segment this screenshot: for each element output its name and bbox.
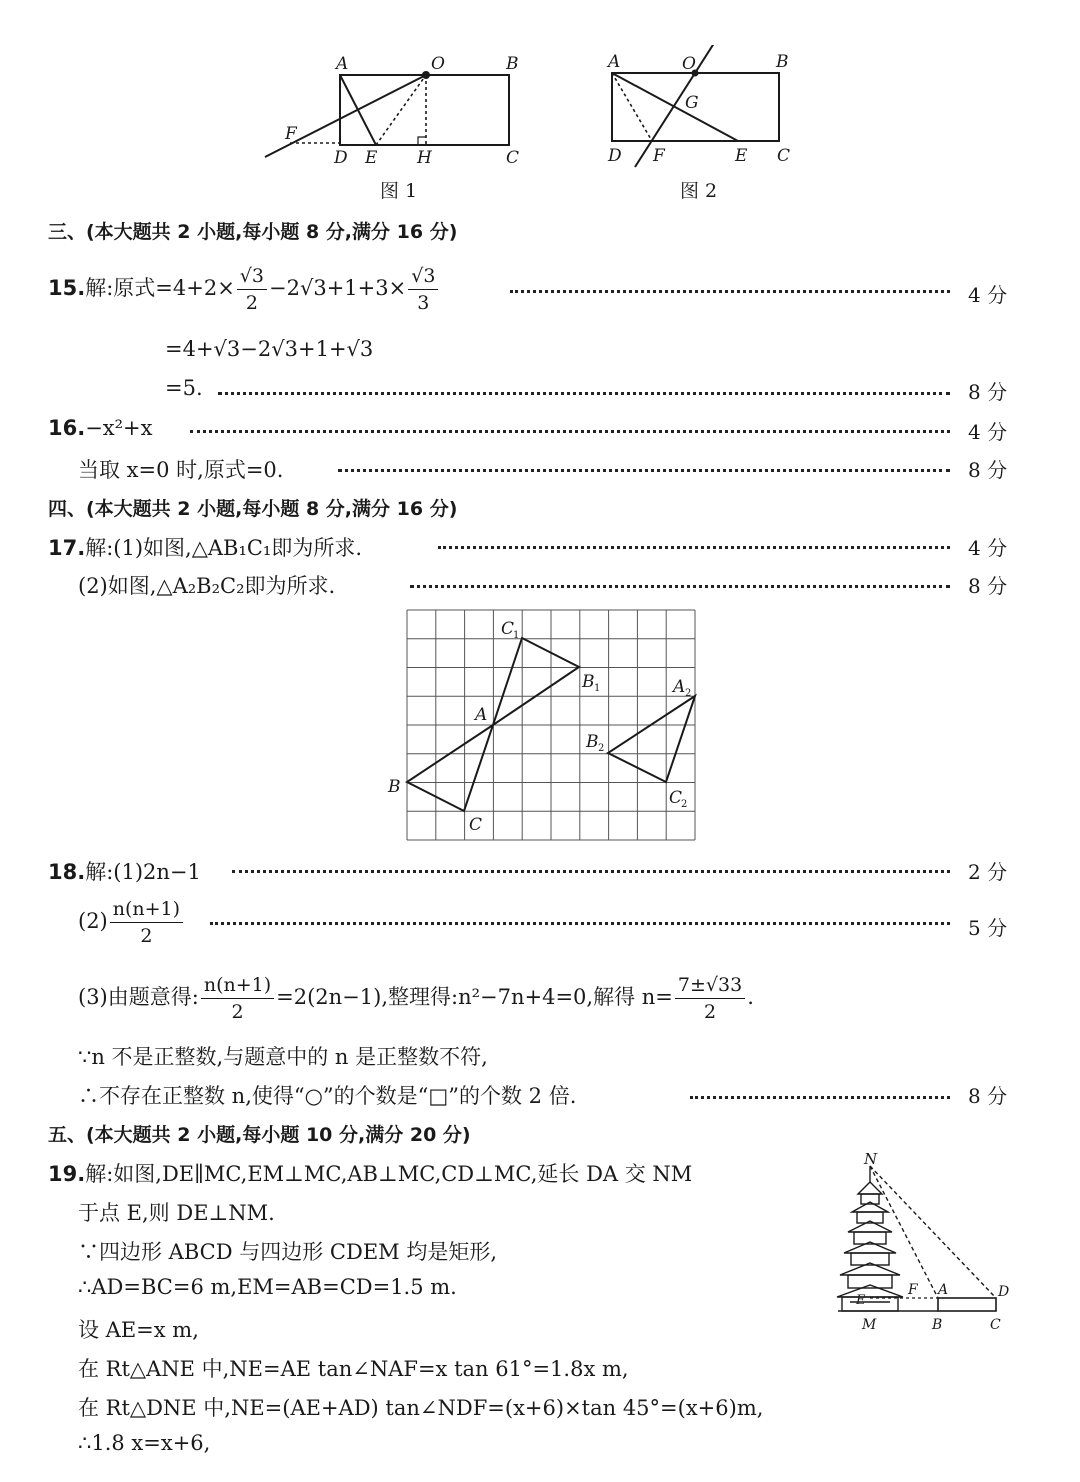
tower-label-C: C — [990, 1317, 1001, 1333]
fig1-label-F: F — [285, 124, 297, 144]
q19-line6: 在 Rt△ANE 中,NE=AE tan∠NAF=x tan 61°=1.8x m, — [78, 1357, 629, 1381]
q19-line5: 设 AE=x m, — [78, 1318, 199, 1342]
q16-score-2: 8 分 — [968, 458, 1008, 482]
grid-label-A2: A — [673, 677, 686, 697]
q16-expr: −x²+x — [85, 416, 153, 440]
fig2-label-C: C — [777, 146, 791, 166]
q19-line2: 于点 E,则 DE⊥NM. — [78, 1201, 275, 1225]
grid-label-B2: B — [586, 732, 599, 752]
grid-figure — [385, 600, 715, 850]
q18-part3-mid: =2(2n−1),整理得:n²−7n+4=0,解得 n= — [276, 985, 673, 1009]
figure-1 — [265, 54, 519, 168]
q19-number: 19. — [48, 1162, 86, 1186]
tower-label-F: F — [908, 1282, 918, 1298]
q18-leader-1 — [232, 870, 950, 873]
fig2-caption: 图 2 — [680, 180, 718, 202]
q18-line3: (3)由题意得: $\frac{n(n+1)}{2}$ =2(2n−1),整理得:n²−7n+4=0,解得 n= $\frac{7\pm√33}{2}$ . — [78, 974, 754, 1023]
q16-number: 16. — [48, 416, 86, 440]
section-4-title: 四、(本大题共 2 小题,每小题 8 分,满分 16 分) — [48, 498, 458, 520]
fig1-label-O: O — [431, 54, 445, 74]
tower-label-N: N — [864, 1152, 878, 1168]
q17-line1 — [48, 532, 362, 562]
svg-text:1: 1 — [594, 683, 601, 694]
fig1-label-H: H — [417, 148, 432, 168]
q18-line2 — [78, 896, 185, 949]
q17-score-1: 4 分 — [968, 536, 1008, 560]
grid-label-A: A — [475, 705, 488, 725]
fig1-label-B: B — [506, 54, 519, 74]
q17-number: 17. — [48, 536, 86, 560]
triangle-A2B2C2 — [608, 696, 695, 782]
q18-leader-3 — [690, 1096, 950, 1099]
q18-score-3: 8 分 — [968, 1084, 1008, 1108]
q15-number: 15. — [48, 276, 86, 300]
grid-label-C: C — [469, 815, 483, 835]
grid-label-C2: C — [669, 788, 683, 808]
q15-fraction-2: $\frac{√3}{3}$ — [408, 263, 438, 316]
q18-part2-label: (2) — [78, 909, 108, 933]
fig2-label-E: E — [735, 146, 748, 166]
q19-line8: ∴1.8 x=x+6, — [78, 1431, 211, 1455]
q18-part3-fraction-1: $\frac{n(n+1)}{2}$ — [201, 972, 274, 1025]
q17-leader-1 — [438, 546, 950, 549]
grid-label-B1: B — [582, 672, 595, 692]
q19-line7: 在 Rt△DNE 中,NE=(AE+AD) tan∠NDF=(x+6)×tan 45°=(x+6)m, — [78, 1396, 764, 1420]
triangle-AB1C1 — [493, 638, 579, 725]
grid-label-B: B — [388, 777, 401, 797]
svg-text:2: 2 — [681, 799, 688, 810]
fig1-label-C: C — [506, 148, 520, 168]
q19-text-1: 解:如图,DE∥MC,EM⊥MC,AB⊥MC,CD⊥MC,延长 DA 交 NM — [85, 1162, 693, 1186]
q17-leader-2 — [410, 585, 950, 588]
section-3-title: 三、(本大题共 2 小题,每小题 8 分,满分 16 分) — [48, 221, 458, 243]
q15-fraction-1: $\frac{√3}{2}$ — [237, 263, 267, 316]
fig2-label-B: B — [776, 52, 789, 72]
q17-score-2: 8 分 — [968, 574, 1008, 598]
fig2-label-G: G — [685, 93, 699, 113]
grid-label-C1: C — [501, 619, 515, 639]
q15-leader-2 — [218, 392, 950, 395]
tower-label-E: E — [856, 1293, 866, 1308]
tower-label-B: B — [932, 1317, 943, 1333]
q17-line2: (2)如图,△A₂B₂C₂即为所求. — [78, 574, 336, 598]
fig2-label-O: O — [682, 54, 696, 74]
svg-text:2: 2 — [598, 743, 605, 754]
q18-leader-2 — [210, 922, 950, 925]
tower-label-A: A — [938, 1282, 949, 1298]
q19-line1 — [48, 1158, 692, 1188]
svg-text:2: 2 — [685, 688, 692, 699]
q15-line3: =5. — [165, 376, 203, 400]
triangle-ABC — [407, 725, 493, 811]
fig2-label-F: F — [653, 146, 665, 166]
q18-part3-fraction-2: $\frac{7\pm√33}{2}$ — [675, 972, 745, 1025]
q15-score-2: 8 分 — [968, 380, 1008, 404]
q15-leader-1 — [510, 290, 950, 293]
q15-score-1: 4 分 — [968, 283, 1008, 307]
fig1-label-D: D — [334, 148, 348, 168]
q18-score-2: 5 分 — [968, 916, 1008, 940]
fig2-label-D: D — [608, 146, 622, 166]
q15-line2: =4+√3−2√3+1+√3 — [165, 337, 374, 361]
fig1-label-A: A — [336, 54, 349, 74]
tower-label-D: D — [998, 1284, 1010, 1300]
q18-part3-label: (3)由题意得: — [78, 985, 199, 1009]
fig1-caption: 图 1 — [380, 180, 418, 202]
tower-figure — [830, 1152, 1030, 1342]
q19-line4: ∴AD=BC=6 m,EM=AB=CD=1.5 m. — [78, 1275, 457, 1299]
figures-1-2 — [250, 45, 810, 215]
q18-part2-fraction: $\frac{n(n+1)}{2}$ — [110, 896, 183, 949]
tower-label-M: M — [862, 1317, 877, 1333]
q17-text-1: 解:(1)如图,△AB₁C₁即为所求. — [85, 536, 363, 560]
q16-line2: 当取 x=0 时,原式=0. — [78, 458, 284, 482]
rect-ABCD — [938, 1298, 996, 1311]
q18-line4: ∵n 不是正整数,与题意中的 n 是正整数不符, — [78, 1045, 488, 1069]
q16-line1 — [48, 416, 153, 440]
q18-score-1: 2 分 — [968, 860, 1008, 884]
q16-leader-1 — [190, 430, 950, 433]
q18-line1 — [48, 856, 201, 886]
figure-2 — [606, 45, 790, 167]
fig1-label-E: E — [365, 148, 378, 168]
q16-score-1: 4 分 — [968, 420, 1008, 444]
q18-number: 18. — [48, 860, 86, 884]
fig2-label-A: A — [608, 52, 621, 72]
q18-text-1: 解:(1)2n−1 — [85, 860, 201, 884]
q19-line3: ∵四边形 ABCD 与四边形 CDEM 均是矩形, — [78, 1240, 498, 1264]
q16-leader-2 — [338, 469, 950, 472]
q15-prefix: 解:原式=4+2× — [85, 276, 235, 300]
q15-mid: −2√3+1+3× — [269, 276, 407, 300]
svg-text:1: 1 — [513, 630, 520, 641]
section-5-title: 五、(本大题共 2 小题,每小题 10 分,满分 20 分) — [48, 1124, 471, 1146]
q18-line5: ∴不存在正整数 n,使得“○”的个数是“□”的个数 2 倍. — [78, 1084, 577, 1108]
pagoda-illustration — [837, 1166, 938, 1311]
q15-line1 — [48, 263, 440, 316]
